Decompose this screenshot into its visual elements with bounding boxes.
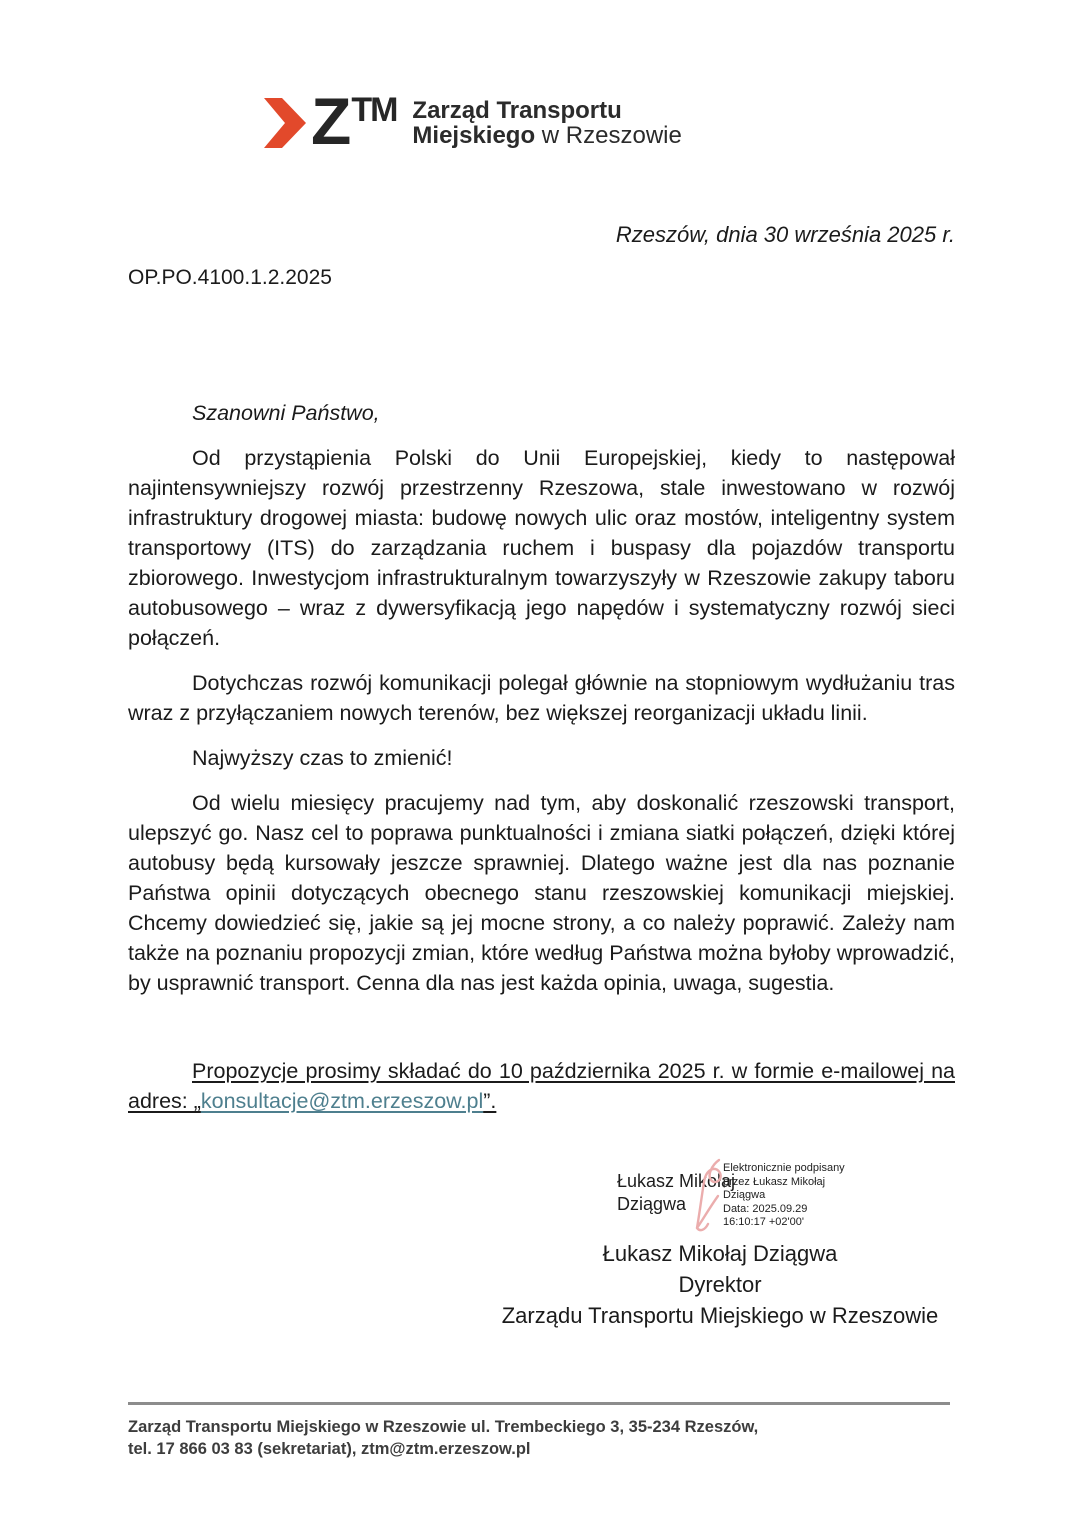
signoff-organization: Zarządu Transportu Miejskiego w Rzeszowie	[501, 1303, 939, 1328]
ztm-logo-text	[412, 96, 681, 148]
letter-date: Rzeszów, dnia 30 września 2025 r.	[615, 222, 955, 247]
monogram-tm: TM	[351, 91, 397, 129]
stamp-details	[723, 1162, 845, 1230]
stamp-details-line: przez Łukasz Mikołaj	[723, 1175, 826, 1188]
paragraph-2: Dotychczas rozwój komunikacji polegał głównie na stopniowym wydłużaniu tras wraz z przyłączaniem nowych terenów, bez większej reorganizacji układu linii.	[128, 671, 955, 725]
ztm-monogram	[311, 84, 397, 158]
letter-body	[128, 398, 955, 1131]
cta-text-before: Propozycje prosimy składać do 10 października 2025 r. w formie e-mailowej na adres: „	[128, 1059, 955, 1113]
paragraph-4: Od wielu miesięcy pracujemy nad tym, aby doskonalić rzeszowski transport, ulepszyć go. Nasz cel to poprawa punktualności i zmiana siatki połączeń, dzięki której autobusy będą kursowały jeszcze sprawniej. Dlatego ważne jest dla nas poznanie Państwa opinii dotyczących obecnego stanu rzeszowskiej komunikacji miejskiej. Chcemy dowiedzieć się, jakie są jej mocne strony, a co należy poprawić. Zależy nam także na poznaniu propozycji zmian, które według Państwa można byłoby wprowadzić, by usprawnić transport. Cenna dla nas jest każda opinia, uwaga, sugestia.	[128, 791, 955, 995]
logo-line2-bold: Miejskiego	[412, 122, 536, 149]
reference-number: OP.PO.4100.1.2.2025	[128, 266, 332, 289]
page-footer	[128, 1402, 950, 1460]
paragraph-1: Od przystąpienia Polski do Unii Europejskiej, kiedy to następował najintensywniejszy rozwój przestrzenny Rzeszowa, stale inwestowano w rozwój infrastruktury drogowej miasta: budowę nowych ulic oraz mostów, inteligentny system transportowy (ITS) do zarządzania ruchem i buspasy dla pojazdów transportu zbiorowego. Inwestycjom infrastrukturalnym towarzyszyły w Rzeszowie zakupy taboru autobusowego – wraz z dywersyfikacją jego napędów i systematyczny rozwój sieci połączeń.	[128, 446, 955, 650]
salutation: Szanowni Państwo,	[192, 401, 380, 425]
ztm-logo	[264, 84, 682, 158]
logo-line1: Zarząd Transportu	[412, 97, 622, 124]
stamp-details-line: Elektronicznie podpisany	[723, 1162, 845, 1174]
signoff-title: Dyrektor	[678, 1272, 762, 1297]
paragraph-3: Najwyższy czas to zmienić!	[192, 746, 453, 770]
footer-address: Zarząd Transportu Miejskiego w Rzeszowie ul. Trembeckiego 3, 35-234 Rzeszów,	[128, 1418, 759, 1436]
stamp-details-line: Dziągwa	[723, 1189, 766, 1201]
stamp-details-line: Data: 2025.09.29	[723, 1202, 808, 1215]
logo-line2-regular: w Rzeszowie	[535, 122, 682, 149]
consultation-email-link[interactable]: konsultacje@ztm.erzeszow.pl	[200, 1089, 484, 1113]
stamp-signer-name: Łukasz Mikołaj Dziągwa	[617, 1171, 736, 1214]
digital-signature-stamp	[617, 1158, 867, 1240]
cta-paragraph	[128, 1056, 955, 1116]
cta-text-after: ”.	[483, 1089, 497, 1113]
ztm-chevron-icon	[264, 98, 306, 148]
monogram-z: Z	[311, 84, 350, 158]
stamp-details-line: 16:10:17 +02'00'	[723, 1216, 804, 1228]
signoff-block	[400, 1238, 1040, 1331]
footer-contact: tel. 17 866 03 83 (sekretariat), ztm@ztm.erzeszow.pl	[128, 1440, 531, 1458]
signoff-name: Łukasz Mikołaj Dziągwa	[602, 1241, 838, 1266]
